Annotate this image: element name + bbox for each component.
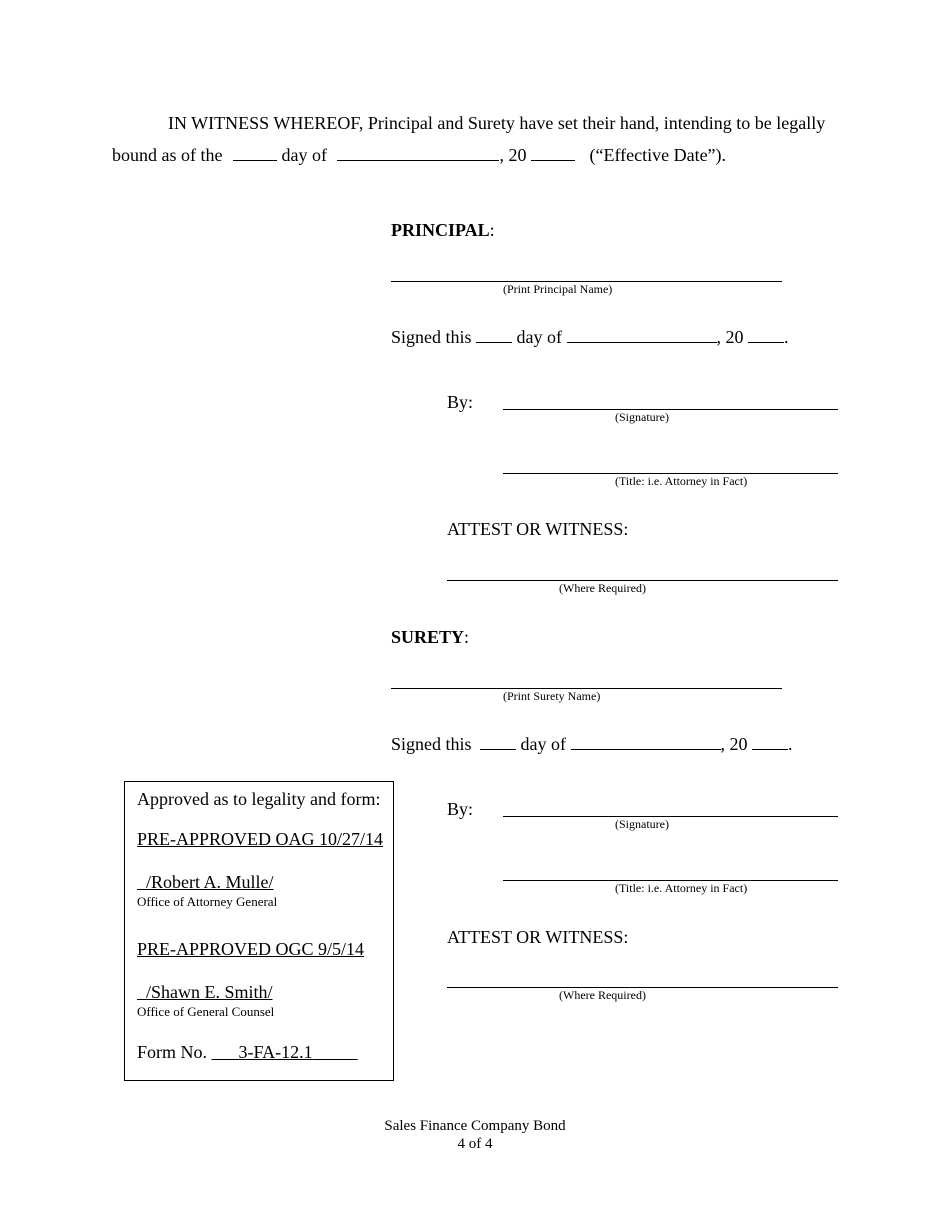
surety-by-label: By: <box>447 799 474 819</box>
principal-comma-20: , 20 <box>716 327 744 347</box>
surety-signed-this: Signed this <box>391 734 472 754</box>
principal-heading-text: PRINCIPAL <box>391 220 490 240</box>
footer-title: Sales Finance Company Bond <box>384 1118 566 1134</box>
form-number-value-text: 3-FA-12.1 <box>238 1042 313 1062</box>
form-number-value <box>212 1041 360 1063</box>
principal-signature-line[interactable] <box>503 409 838 410</box>
surety-heading <box>391 626 469 648</box>
witness-day-of: day of <box>281 145 327 165</box>
principal-signed-line <box>391 326 789 348</box>
oag-signature <box>137 871 274 893</box>
principal-heading <box>391 219 495 241</box>
ogc-signature-text: /Shawn E. Smith/ <box>146 982 273 1002</box>
principal-month-blank[interactable] <box>567 326 717 343</box>
principal-signature-caption: (Signature) <box>615 410 669 424</box>
oag-signature-text: /Robert A. Mulle/ <box>146 872 274 892</box>
footer-page-number: 4 of 4 <box>457 1136 493 1152</box>
surety-where-required-caption: (Where Required) <box>559 988 646 1002</box>
ogc-preapproved: PRE-APPROVED OGC 9/5/14 <box>137 939 365 959</box>
surety-attest-label: ATTEST OR WITNESS: <box>447 927 629 947</box>
surety-period: . <box>788 734 793 754</box>
principal-period: . <box>784 327 789 347</box>
surety-year-blank[interactable] <box>752 733 788 750</box>
principal-day-of: day of <box>516 327 562 347</box>
witness-comma-20: , 20 <box>499 145 527 165</box>
oag-office: Office of Attorney General <box>137 894 278 909</box>
form-number <box>137 1041 360 1063</box>
principal-name-caption: (Print Principal Name) <box>503 282 613 296</box>
surety-title-caption: (Title: i.e. Attorney in Fact) <box>615 881 748 895</box>
effective-date-label: (“Effective Date”). <box>589 145 727 165</box>
principal-attest-label: ATTEST OR WITNESS: <box>447 519 629 539</box>
principal-heading-colon: : <box>489 220 495 240</box>
principal-by-label: By: <box>447 392 474 412</box>
principal-title-caption: (Title: i.e. Attorney in Fact) <box>615 474 748 488</box>
principal-year-blank[interactable] <box>748 326 784 343</box>
surety-comma-20: , 20 <box>720 734 748 754</box>
principal-day-blank[interactable] <box>476 326 512 343</box>
surety-signed-line <box>391 733 793 755</box>
effective-day-blank[interactable] <box>233 144 277 161</box>
surety-month-blank[interactable] <box>571 733 721 750</box>
effective-year-blank[interactable] <box>531 144 575 161</box>
ogc-signature <box>137 981 273 1003</box>
surety-heading-text: SURETY <box>391 627 465 647</box>
witness-line-2 <box>112 144 726 166</box>
effective-month-blank[interactable] <box>337 144 499 161</box>
principal-signed-this: Signed this <box>391 327 472 347</box>
principal-where-required-caption: (Where Required) <box>559 581 646 595</box>
form-number-label: Form No. <box>137 1042 208 1062</box>
surety-signature-line[interactable] <box>503 816 838 817</box>
ogc-office: Office of General Counsel <box>137 1004 275 1019</box>
witness-line-1: IN WITNESS WHEREOF, Principal and Surety have set their hand, intending to be legally <box>168 113 826 133</box>
approved-legality-text: Approved as to legality and form: <box>137 789 381 809</box>
surety-day-of: day of <box>520 734 566 754</box>
oag-preapproved: PRE-APPROVED OAG 10/27/14 <box>137 829 384 849</box>
surety-name-caption: (Print Surety Name) <box>503 689 601 703</box>
approval-box <box>124 781 394 1081</box>
surety-day-blank[interactable] <box>480 733 516 750</box>
bound-prefix: bound as of the <box>112 145 223 165</box>
surety-signature-caption: (Signature) <box>615 817 669 831</box>
surety-heading-colon: : <box>464 627 470 647</box>
